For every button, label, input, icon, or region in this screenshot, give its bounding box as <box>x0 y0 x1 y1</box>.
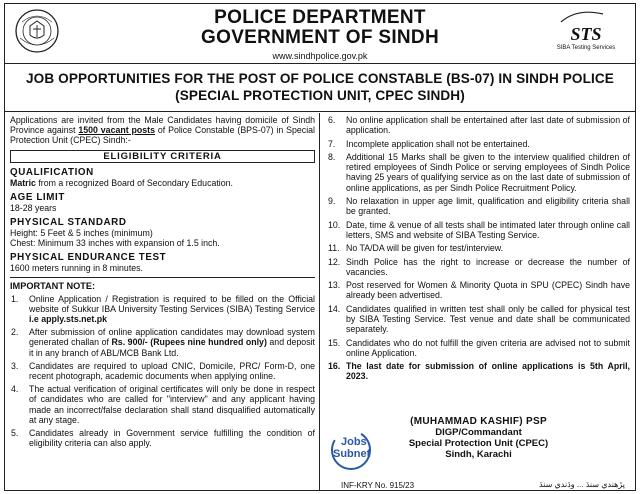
fee-amount: Rs. 900/- (Rupees nine hundred only) <box>111 337 267 348</box>
qualification-text <box>10 178 315 188</box>
note-text: No TA/DA will be given for test/interview. <box>346 243 504 254</box>
advertisement-page <box>4 3 636 491</box>
endurance-title: PHYSICAL ENDURANCE TEST <box>10 252 167 264</box>
eligibility-heading: ELIGIBILITY CRITERIA <box>10 150 315 163</box>
last-date-text: The last date for submission of online applications is 5th April, 2023. <box>346 361 630 382</box>
note-number: 4. <box>11 384 19 395</box>
note-text <box>29 294 315 325</box>
sts-logo <box>547 10 625 54</box>
note-item-12 <box>327 257 630 277</box>
age-limit-text: 18-28 years <box>10 202 57 213</box>
note-item-16 <box>327 361 630 381</box>
inf-number: INF-KRY No. 915/23 <box>341 481 415 490</box>
department-title: POLICE DEPARTMENT <box>214 7 426 28</box>
note-number: 9. <box>328 195 336 206</box>
note-text: Candidates who do not fulfill the given criteria are advised not to submit online Application. <box>346 337 630 358</box>
job-title <box>5 70 635 104</box>
note-2-text: After submission of online application candidates may download system generated challan of <box>29 327 315 348</box>
note-item-4 <box>10 384 315 425</box>
header-divider <box>5 63 635 64</box>
note-number: 5. <box>11 428 19 439</box>
note-text: Candidates qualified in written test shall only be called for physical test by SIBA Testing Service. Test venue and date shall be communicated separately. <box>346 303 630 335</box>
height-text: Height: 5 Feet & 5 inches (minimum) <box>10 228 153 239</box>
note-text: Candidates are required to upload CNIC, Domicile, PRC/ Form-D, one recent photograph, academic documents when applying online. <box>29 360 315 382</box>
note-number: 14. <box>328 303 341 314</box>
officer-unit: Special Protection Unit (CPEC) <box>408 438 549 449</box>
note-number: 8. <box>328 151 336 162</box>
government-title: GOVERNMENT OF SINDH <box>201 27 439 48</box>
note-text: Sindh Police has the right to increase or decrease the number of vacancies. <box>346 256 630 277</box>
important-note-heading: IMPORTANT NOTE: <box>10 280 96 291</box>
note-item-11 <box>327 243 630 253</box>
officer-name: (MUHAMMAD KASHIF) PSP <box>410 416 547 427</box>
note-item-1 <box>10 294 315 325</box>
note-item-14 <box>327 304 630 335</box>
note-1-text: Online Application / Registration is required to be filled on the Official website of Sukkur IBA University Testing Services (SIBA) Testing Service <box>29 293 315 314</box>
column-divider <box>319 113 320 490</box>
left-column <box>10 115 315 448</box>
note-number: 6. <box>328 115 336 125</box>
sts-logo-subtitle: SIBA Testing Services <box>556 45 616 51</box>
qualification-rest: from a recognized Board of Secondary Education. <box>35 177 233 188</box>
note-text: Additional 15 Marks shall be given to the interview qualified children of retired employees of Sindh Police or serving employees of Sindh Police having 25 years of qualifying service as on the last date of submission of online applications, as per Sindh Police Recruitment Policy. <box>346 151 630 193</box>
age-limit-title: AGE LIMIT <box>10 191 65 203</box>
note-text: No online application shall be entertained after last date of submission of application. <box>346 115 630 136</box>
vacant-posts: 1500 vacant posts <box>78 125 155 136</box>
apply-link[interactable]: i.e apply.sts.net.pk <box>29 314 108 325</box>
website-link[interactable]: www.sindhpolice.gov.pk <box>272 51 368 61</box>
physical-standard-title: PHYSICAL STANDARD <box>10 217 127 229</box>
note-item-13 <box>327 280 630 300</box>
note-2-text-end: and deposit it in any branch of ABL/MCB Bank Ltd. <box>29 337 315 358</box>
note-text <box>29 327 315 358</box>
sts-swoosh-icon <box>547 10 625 24</box>
note-number: 1. <box>11 293 19 304</box>
qualification-matric: Matric <box>10 177 36 188</box>
note-item-5 <box>10 428 315 448</box>
note-number: 2. <box>11 327 19 338</box>
title-divider <box>5 111 635 112</box>
note-number: 12. <box>328 256 341 267</box>
note-text: Date, time & venue of all tests shall be intimated later through online call letters, SMS and website of SIBA Testing Service. <box>346 219 630 240</box>
right-column <box>327 115 630 382</box>
signature-block <box>327 416 630 460</box>
chest-text: Chest: Minimum 33 inches with expansion of 1.5 inch. <box>10 238 220 249</box>
note-item-7 <box>327 139 630 149</box>
sts-logo-text: STS <box>570 24 602 44</box>
intro-text: Applications are invited from the Male Candidates having domicile of Sindh Province against <box>10 115 315 136</box>
note-number: 15. <box>328 337 341 348</box>
job-title-line1: JOB OPPORTUNITIES FOR THE POST OF POLICE CONSTABLE (BS-07) IN SINDH POLICE <box>26 71 614 86</box>
note-text: The actual verification of original certificates will only be done in respect of candidates who are called for "interview" and any applicant having made an incorrect/false declaration shall stand disqualified automatically at any stage. <box>29 384 315 425</box>
note-item-15 <box>327 338 630 358</box>
note-item-2 <box>10 327 315 358</box>
note-item-9 <box>327 196 630 216</box>
job-title-line2: (SPECIAL PROTECTION UNIT, CPEC SINDH) <box>175 88 465 103</box>
officer-location: Sindh, Karachi <box>445 449 512 460</box>
note-item-8 <box>327 152 630 193</box>
note-number: 16. <box>328 361 341 372</box>
urdu-slogan: پڙهندي سنڌ ... وڌندي سنڌ <box>538 480 625 489</box>
note-item-3 <box>10 361 315 381</box>
note-text: Candidates already in Government service fulfilling the condition of eligibility criteria can also apply. <box>29 428 315 449</box>
note-item-6 <box>327 115 630 135</box>
note-number: 3. <box>11 360 19 371</box>
note-text: Post reserved for Women & Minority Quota in SPU (CPEC) Sindh have already been advertised. <box>346 280 630 301</box>
note-text: Incomplete application shall not be entertained. <box>346 138 530 149</box>
intro-text-end: of Police Constable (BPS-07) in Special Protection Unit (CPEC) Sindh:- <box>10 125 316 146</box>
watermark-subnet: Subnet <box>333 448 371 460</box>
note-number: 7. <box>328 138 336 149</box>
note-item-10 <box>327 220 630 240</box>
officer-designation: DIGP/Commandant <box>435 427 522 438</box>
note-number: 10. <box>328 219 341 230</box>
qualification-title: QUALIFICATION <box>10 166 94 178</box>
note-text: No relaxation in upper age limit, qualification and eligibility criteria shall be granted. <box>346 195 630 217</box>
intro-paragraph <box>10 115 315 146</box>
watermark-jobs: Jobs <box>341 436 367 448</box>
note-number: 13. <box>328 280 341 291</box>
notes-divider <box>10 277 315 278</box>
note-number: 11. <box>328 243 340 254</box>
endurance-text: 1600 meters running in 8 minutes. <box>10 263 144 274</box>
